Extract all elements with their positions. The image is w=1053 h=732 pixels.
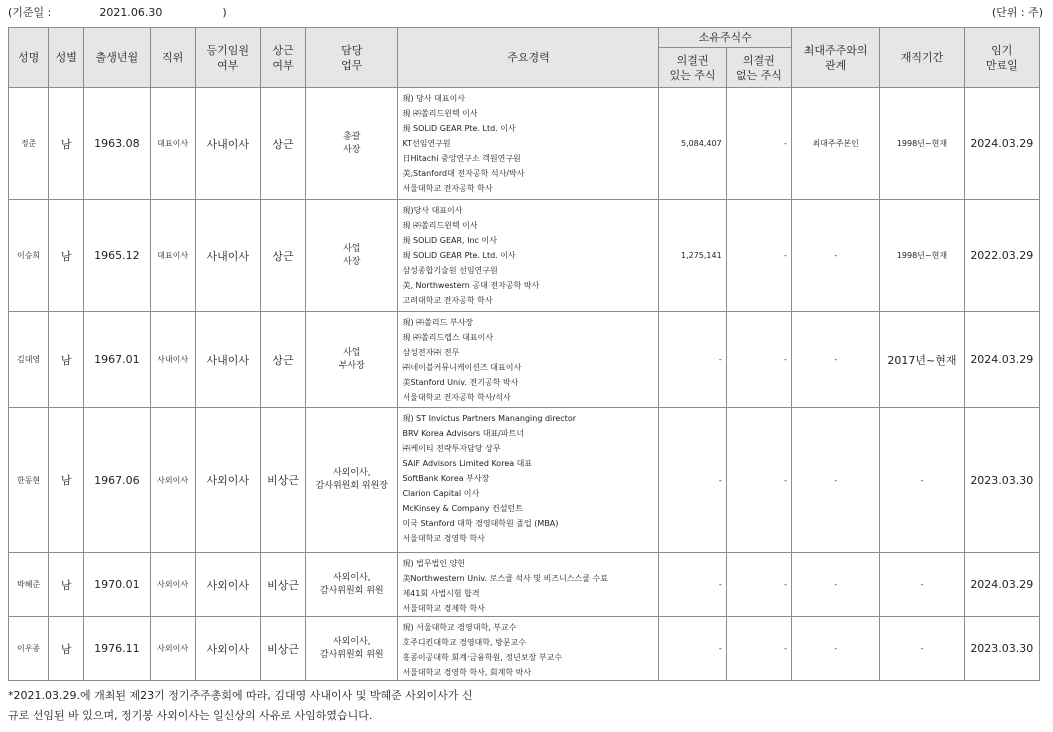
cell-duty — [306, 312, 398, 408]
header-position: 직위 — [150, 28, 195, 88]
career-line: BRV Korea Advisors 대표/파트너 — [402, 429, 525, 438]
cell-name: 박혜준 — [9, 553, 49, 617]
header-fulltime: 상근 여부 — [260, 28, 305, 88]
cell-birth: 1976.11 — [84, 617, 150, 681]
cell-gender: 남 — [49, 312, 84, 408]
cell-name: 한동현 — [9, 408, 49, 553]
career-line: ㈜네이블커뮤니케이션즈 대표이사 — [402, 363, 522, 372]
cell-nonvoting-shares: - — [726, 553, 791, 617]
table-row — [9, 408, 1040, 553]
cell-voting-shares: 1,275,141 — [659, 200, 726, 312]
cell-registered: 사외이사 — [195, 553, 260, 617]
cell-relation: - — [791, 617, 879, 681]
cell-relation: - — [791, 408, 879, 553]
duty-line: 사업 — [343, 347, 361, 358]
cell-voting-shares: - — [659, 312, 726, 408]
cell-term: 2024.03.29 — [964, 553, 1039, 617]
cell-voting-shares: - — [659, 408, 726, 553]
cell-career — [398, 88, 659, 200]
cell-career — [398, 553, 659, 617]
cell-birth: 1965.12 — [84, 200, 150, 312]
cell-nonvoting-shares: - — [726, 88, 791, 200]
career-line: 美, Northwestern 공대 전자공학 박사 — [402, 281, 540, 290]
cell-career — [398, 408, 659, 553]
basis-close: ) — [222, 6, 227, 19]
career-line: 現) ST Invictus Partners Mananging director — [402, 414, 577, 423]
cell-name: 이승희 — [9, 200, 49, 312]
cell-gender: 남 — [49, 200, 84, 312]
career-line: 제41회 사법시험 합격 — [402, 589, 480, 598]
cell-term: 2024.03.29 — [964, 88, 1039, 200]
basis-date-value: 2021.06.30 — [99, 6, 163, 19]
cell-position: 대표이사 — [150, 88, 195, 200]
cell-birth: 1967.01 — [84, 312, 150, 408]
career-line: 홍콩이공대학 회계·금융학원, 정년보장 부교수 — [402, 653, 562, 662]
cell-gender: 남 — [49, 617, 84, 681]
career-line: 現) 서울대학교 경영대학, 부교수 — [402, 623, 517, 632]
career-line: 日Hitachi 중앙연구소 객원연구원 — [402, 154, 521, 163]
cell-voting-shares: - — [659, 617, 726, 681]
cell-birth: 1970.01 — [84, 553, 150, 617]
cell-tenure: - — [880, 553, 964, 617]
cell-fulltime: 비상근 — [260, 617, 305, 681]
table-row — [9, 88, 1040, 200]
duty-line: 사업 — [343, 243, 361, 254]
career-line: 삼성전자㈜ 전무 — [402, 348, 460, 357]
cell-fulltime: 비상근 — [260, 553, 305, 617]
cell-position: 사내이사 — [150, 312, 195, 408]
cell-registered: 사외이사 — [195, 408, 260, 553]
career-line: 삼성종합기술원 선임연구원 — [402, 266, 498, 275]
cell-birth: 1967.06 — [84, 408, 150, 553]
cell-term: 2023.03.30 — [964, 617, 1039, 681]
career-line: SoftBank Korea 부사장 — [402, 474, 490, 483]
career-line: 現 SOLiD GEAR Pte. Ltd. 이사 — [402, 124, 516, 133]
cell-registered: 사내이사 — [195, 88, 260, 200]
header-shares-group: 소유주식수 — [659, 28, 792, 48]
header-birth: 출생년월 — [84, 28, 150, 88]
career-line: SAIF Advisors Limited Korea 대표 — [402, 459, 533, 468]
header-relation: 최대주주와의 관계 — [791, 28, 879, 88]
cell-duty — [306, 408, 398, 553]
cell-tenure: - — [880, 617, 964, 681]
header-gender: 성별 — [49, 28, 84, 88]
career-line: 現) ㈜쏠리드 부사장 — [402, 318, 474, 327]
career-line: 現 SOLiD GEAR, Inc 이사 — [402, 236, 497, 245]
career-line: 美,Stanford대 전자공학 석사/박사 — [402, 169, 525, 178]
header-name: 성명 — [9, 28, 49, 88]
cell-position: 대표이사 — [150, 200, 195, 312]
cell-career — [398, 617, 659, 681]
cell-fulltime: 상근 — [260, 200, 305, 312]
cell-voting-shares: 5,084,407 — [659, 88, 726, 200]
career-line: 서울대학교 경영학 학사 — [402, 534, 485, 543]
cell-relation: 최대주주본인 — [791, 88, 879, 200]
header-voting-shares: 의결권 있는 주식 — [659, 48, 726, 88]
cell-registered: 사외이사 — [195, 617, 260, 681]
cell-fulltime: 상근 — [260, 88, 305, 200]
unit-label: (단위 : 주) — [991, 6, 1043, 19]
duty-line: 감사위원회 위원장 — [315, 481, 388, 491]
cell-term: 2022.03.29 — [964, 200, 1039, 312]
duty-line: 감사위원회 위원 — [319, 585, 384, 596]
cell-duty — [306, 617, 398, 681]
cell-tenure: 1998년~현재 — [880, 88, 964, 200]
cell-nonvoting-shares: - — [726, 408, 791, 553]
career-line: KT선임연구원 — [402, 139, 451, 148]
cell-nonvoting-shares: - — [726, 312, 791, 408]
career-line: ㈜케이티 전략투자담당 상무 — [402, 444, 501, 453]
table-row — [9, 200, 1040, 312]
career-line: 現) 당사 대표이사 — [402, 94, 466, 103]
cell-career — [398, 200, 659, 312]
cell-gender: 남 — [49, 408, 84, 553]
career-line: 美Northwestern Univ. 로스쿨 석사 및 비즈니스스쿨 수료 — [402, 574, 608, 583]
cell-duty — [306, 88, 398, 200]
cell-term: 2024.03.29 — [964, 312, 1039, 408]
table-caption — [8, 4, 1045, 20]
cell-tenure: 2017년~현재 — [880, 312, 964, 408]
header-registered: 등기임원 여부 — [195, 28, 260, 88]
cell-fulltime: 상근 — [260, 312, 305, 408]
duty-line: 감사위원회 위원 — [319, 649, 384, 660]
footnote-line-1: *2021.03.29.에 개최된 제23기 정기주주총회에 따라, 김대영 사내이사 및 박혜준 사외이사가 신 — [8, 689, 473, 702]
cell-nonvoting-shares: - — [726, 617, 791, 681]
header-duty: 담당 업무 — [306, 28, 398, 88]
career-line: 現 ㈜쏠리드윈텍 이사 — [402, 109, 478, 118]
cell-tenure: 1998년~현재 — [880, 200, 964, 312]
cell-relation: - — [791, 312, 879, 408]
career-line: 고려대학교 전자공학 학사 — [402, 296, 493, 305]
basis-date — [8, 4, 227, 20]
cell-birth: 1963.08 — [84, 88, 150, 200]
career-line: 서울대학교 전자공학 학사/석사 — [402, 393, 511, 402]
career-line: 現) 법무법인 양헌 — [402, 559, 466, 568]
cell-voting-shares: - — [659, 553, 726, 617]
cell-gender: 남 — [49, 553, 84, 617]
cell-duty — [306, 553, 398, 617]
duty-line: 사외이사, — [332, 468, 371, 478]
career-line: 現 ㈜쏠리드랩스 대표이사 — [402, 333, 494, 342]
cell-career — [398, 312, 659, 408]
cell-tenure: - — [880, 408, 964, 553]
duty-line: 사장 — [343, 256, 361, 267]
cell-nonvoting-shares: - — [726, 200, 791, 312]
header-term: 임기 만료일 — [964, 28, 1039, 88]
career-line: 호주디킨대학교 경영대학, 방문교수 — [402, 638, 527, 647]
cell-gender: 남 — [49, 88, 84, 200]
cell-relation: - — [791, 553, 879, 617]
cell-registered: 사내이사 — [195, 200, 260, 312]
cell-position: 사외이사 — [150, 553, 195, 617]
cell-fulltime: 비상근 — [260, 408, 305, 553]
career-line: McKinsey & Company 컨설턴트 — [402, 504, 523, 513]
duty-line: 사외이사, — [332, 636, 371, 647]
table-row — [9, 553, 1040, 617]
career-line: 서울대학교 경제학 학사 — [402, 604, 485, 613]
cell-position: 사외이사 — [150, 408, 195, 553]
duty-line: 총괄 — [343, 131, 361, 142]
cell-registered: 사내이사 — [195, 312, 260, 408]
header-career: 주요경력 — [398, 28, 659, 88]
header-tenure: 재직기간 — [880, 28, 964, 88]
career-line: 現 ㈜쏠리드윈텍 이사 — [402, 221, 478, 230]
career-line: 서울대학교 전자공학 학사 — [402, 184, 493, 193]
executives-table — [8, 27, 1040, 681]
cell-duty — [306, 200, 398, 312]
table-row — [9, 312, 1040, 408]
career-line: 現)당사 대표이사 — [402, 206, 463, 215]
cell-name: 김대영 — [9, 312, 49, 408]
footnote — [8, 686, 508, 726]
duty-line: 부사장 — [338, 360, 365, 371]
career-line: 미국 Stanford 대학 경영대학원 졸업 (MBA) — [402, 519, 559, 528]
career-line: 現 SOLiD GEAR Pte. Ltd. 이사 — [402, 251, 516, 260]
duty-line: 사외이사, — [332, 572, 371, 583]
cell-term: 2023.03.30 — [964, 408, 1039, 553]
cell-name: 이우종 — [9, 617, 49, 681]
header-nonvoting-shares: 의결권 없는 주식 — [726, 48, 791, 88]
basis-label: (기준일 : — [8, 6, 52, 19]
duty-line: 사장 — [343, 144, 361, 155]
table-row — [9, 617, 1040, 681]
career-line: 美Stanford Univ. 전기공학 박사 — [402, 378, 519, 387]
cell-name: 정준 — [9, 88, 49, 200]
footnote-line-2: 규로 선임된 바 있으며, 정기봉 사외이사는 일신상의 사유로 사임하였습니다. — [8, 709, 373, 722]
cell-position: 사외이사 — [150, 617, 195, 681]
career-line: 서울대학교 경영학 학사, 회계학 박사 — [402, 668, 532, 677]
cell-relation: - — [791, 200, 879, 312]
career-line: Clarion Capital 이사 — [402, 489, 480, 498]
